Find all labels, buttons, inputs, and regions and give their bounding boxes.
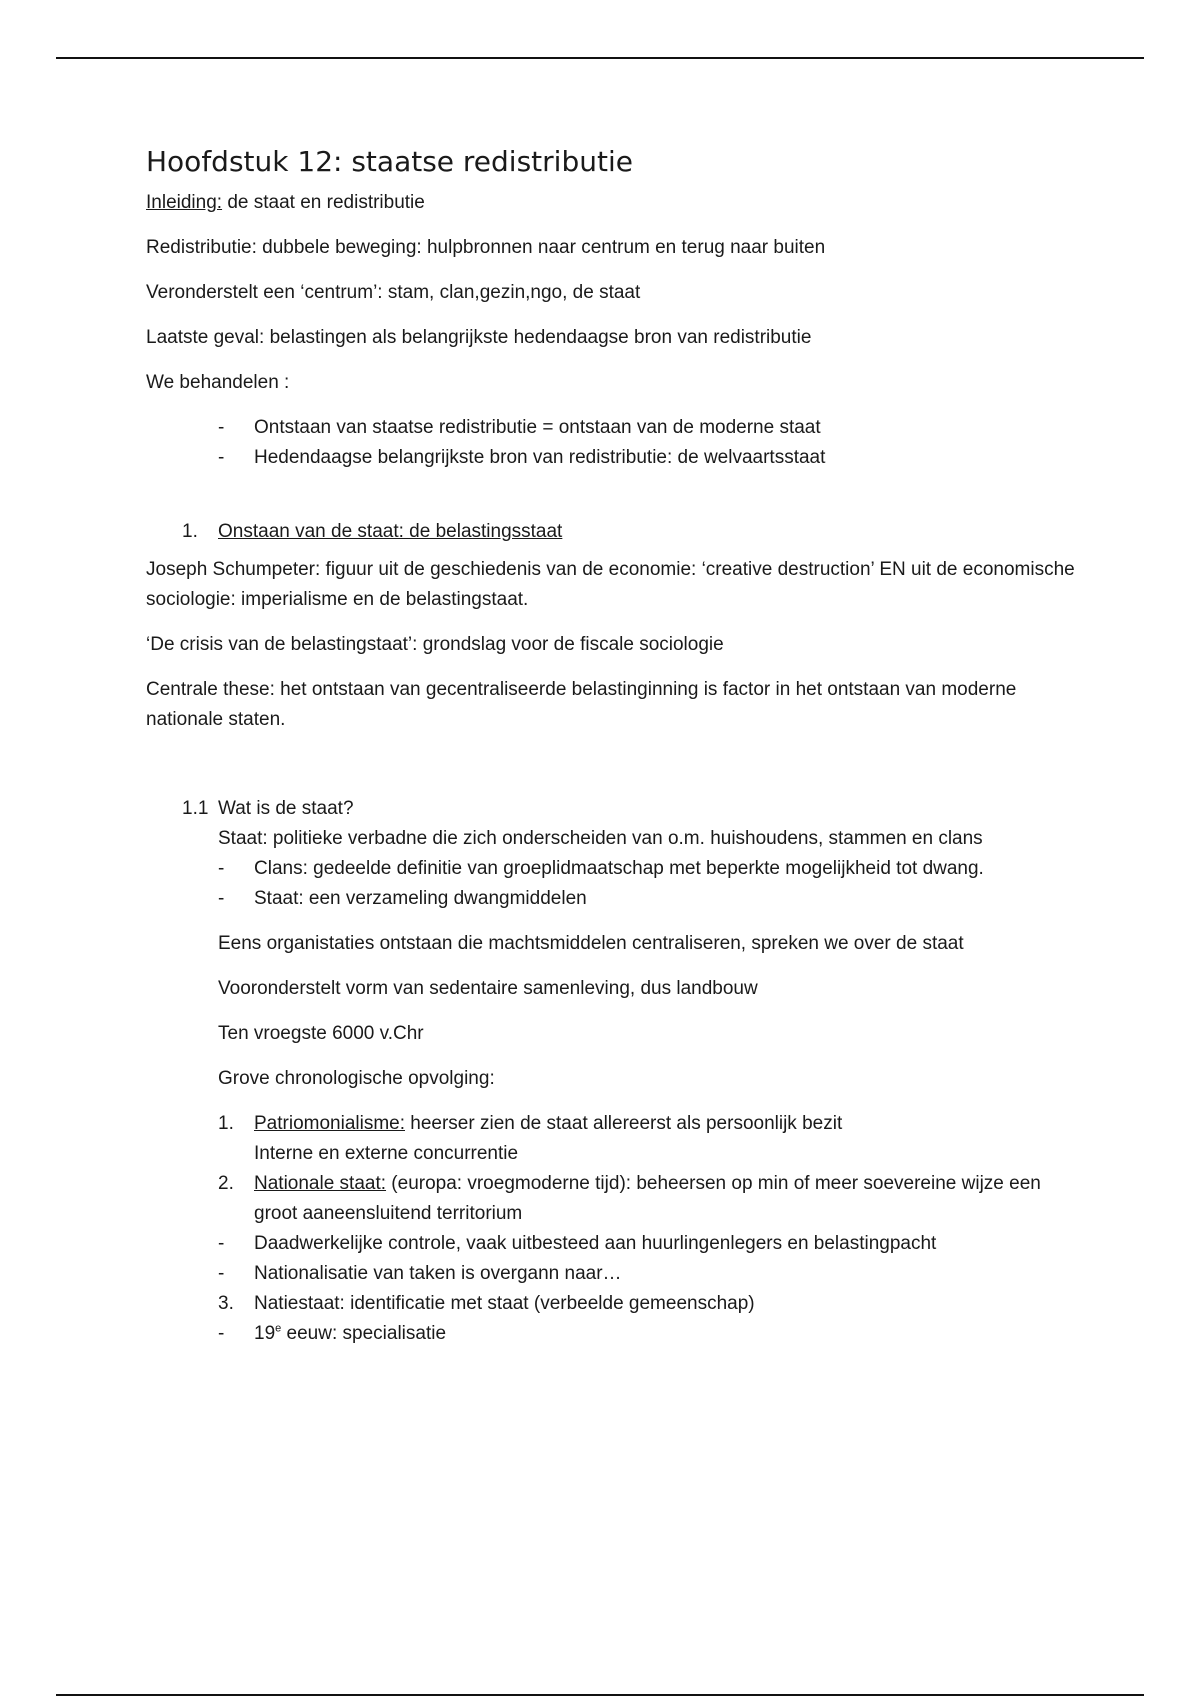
dash-marker: - [218, 1263, 225, 1284]
list-number: 2. [218, 1173, 234, 1194]
list-item-text: Hedendaagse belangrijkste bron van redistributie: de welvaartsstaat [254, 447, 826, 468]
list-item [146, 1169, 1076, 1229]
paragraph: Grove chronologische opvolging: [218, 1068, 495, 1089]
subsection-line: Staat: politieke verbadne die zich onderscheiden van o.m. huishoudens, stammen en clans [218, 828, 983, 849]
dash-marker: - [218, 1233, 225, 1254]
list-number: 1. [218, 1113, 234, 1134]
list-item [146, 884, 1076, 914]
paragraph: ‘De crisis van de belastingstaat’: grondslag voor de fiscale sociologie [146, 634, 724, 655]
intro-text: de staat en redistributie [222, 192, 425, 213]
list-item-text: Ontstaan van staatse redistributie = ontstaan van de moderne staat [254, 417, 821, 438]
intro-paragraph [146, 188, 1076, 218]
list-item [146, 854, 1076, 884]
topics-list [146, 413, 1076, 473]
definition-list [146, 854, 1076, 914]
section-number: 1. [182, 521, 198, 542]
list-number: 3. [218, 1293, 234, 1314]
paragraph: Eens organistaties ontstaan die machtsmiddelen centraliseren, spreken we over de staat [218, 933, 964, 954]
list-item [146, 1259, 1076, 1289]
list-item-text: heerser zien de staat allereerst als persoonlijk bezit [405, 1113, 843, 1134]
list-item-text: Clans: gedeelde definitie van groeplidmaatschap met beperkte mogelijkheid tot dwang. [254, 858, 984, 879]
section-heading [146, 517, 1076, 547]
list-item-label: Patriomonialisme: [254, 1113, 405, 1134]
list-item-text: Daadwerkelijke controle, vaak uitbesteed aan huurlingenlegers en belastingpacht [254, 1233, 937, 1254]
footer-rule [56, 1694, 1144, 1696]
dash-marker: - [218, 888, 225, 909]
list-item-text: Nationalisatie van taken is overgann naar… [254, 1263, 622, 1284]
intro-label: Inleiding: [146, 192, 223, 213]
chronology-list [146, 1109, 1076, 1349]
paragraph: Redistributie: dubbele beweging: hulpbronnen naar centrum en terug naar buiten [146, 237, 826, 258]
dash-marker: - [218, 417, 225, 438]
paragraph: Vooronderstelt vorm van sedentaire samenleving, dus landbouw [218, 978, 758, 999]
list-item [146, 1319, 1076, 1349]
paragraph: Joseph Schumpeter: figuur uit de geschiedenis van de economie: ‘creative destruction’ EN uit de economische sociologie: imperialisme en de belastingstaat. [146, 559, 1075, 610]
subsection-number: 1.1 [182, 798, 209, 819]
ordinal-superscript: e [275, 1322, 282, 1335]
dash-marker: - [218, 447, 225, 468]
list-item-text: Natiestaat: identificatie met staat (verbeelde gemeenschap) [254, 1293, 755, 1314]
paragraph: Centrale these: het ontstaan van gecentraliseerde belastinginning is factor in het ontstaan van moderne nationale staten. [146, 679, 1017, 730]
document-body [146, 142, 1076, 1349]
list-item-continuation: Interne en externe concurrentie [254, 1143, 519, 1164]
dash-marker: - [218, 1323, 225, 1344]
list-item [146, 443, 1076, 473]
subsection-title: Wat is de staat? [218, 798, 354, 819]
header-rule [56, 57, 1144, 59]
list-item-text: (europa: vroegmoderne tijd): beheersen op min of meer soevereine wijze een groot aaneensluitend territorium [254, 1173, 1041, 1224]
dash-marker: - [218, 858, 225, 879]
paragraph: We behandelen : [146, 372, 290, 393]
list-item [146, 1289, 1076, 1319]
list-item-label: Nationale staat: [254, 1173, 387, 1194]
subsection-heading [146, 794, 1076, 824]
paragraph: Laatste geval: belastingen als belangrijkste hedendaagse bron van redistributie [146, 327, 812, 348]
list-item-text: Staat: een verzameling dwangmiddelen [254, 888, 587, 909]
list-item-text: eeuw: specialisatie [281, 1323, 447, 1344]
paragraph: Ten vroegste 6000 v.Chr [218, 1023, 424, 1044]
list-item [146, 413, 1076, 443]
century-number: 19 [254, 1323, 276, 1344]
list-item [146, 1109, 1076, 1169]
page-title: Hoofdstuk 12: staatse redistributie [146, 145, 633, 178]
list-item [146, 1229, 1076, 1259]
paragraph: Veronderstelt een ‘centrum’: stam, clan,gezin,ngo, de staat [146, 282, 641, 303]
section-title: Onstaan van de staat: de belastingsstaat [218, 521, 563, 542]
